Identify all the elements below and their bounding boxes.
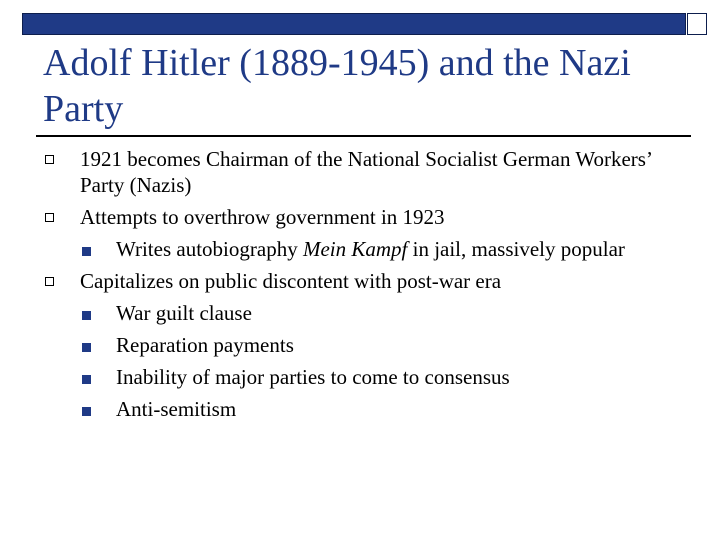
- sub-bullet-item: [0, 332, 651, 358]
- book-title: Mein Kampf: [302, 237, 408, 261]
- header-corner-box: [687, 13, 707, 35]
- sub-bullet-text: Inability of major parties to come to consensus: [116, 365, 510, 389]
- sub-bullet-item: [0, 300, 651, 326]
- solid-square-bullet-icon: [82, 375, 91, 384]
- solid-square-bullet-icon: [82, 311, 91, 320]
- slide-title: Adolf Hitler (1889-1945) and the Nazi Party: [43, 42, 631, 130]
- title-divider: [36, 135, 691, 137]
- hollow-square-bullet-icon: [45, 213, 54, 222]
- sub-bullet-item: [0, 364, 651, 390]
- bullet-item: [0, 268, 665, 294]
- hollow-square-bullet-icon: [45, 155, 54, 164]
- bullet-text: Attempts to overthrow government in 1923: [80, 205, 445, 229]
- sub-bullet-text-suffix: in jail, massively popular: [407, 237, 625, 261]
- sub-bullet-text: Anti-semitism: [116, 397, 237, 421]
- sub-bullet-text: War guilt clause: [116, 301, 252, 325]
- solid-square-bullet-icon: [82, 407, 91, 416]
- sub-bullet-text-prefix: Writes autobiography: [116, 237, 303, 261]
- solid-square-bullet-icon: [82, 343, 91, 352]
- header-bar: [22, 13, 686, 35]
- bullet-item: [0, 146, 665, 198]
- solid-square-bullet-icon: [82, 247, 91, 256]
- bullet-text: Capitalizes on public discontent with post-war era: [80, 269, 502, 293]
- hollow-square-bullet-icon: [45, 277, 54, 286]
- sub-bullet-text: Reparation payments: [116, 333, 294, 357]
- slide-content: [0, 146, 720, 428]
- sub-bullet-item: [0, 236, 651, 262]
- bullet-text: 1921 becomes Chairman of the National Socialist German Workers’ Party (Nazis): [80, 147, 652, 197]
- sub-bullet-item: [0, 396, 651, 422]
- bullet-item: [0, 204, 665, 230]
